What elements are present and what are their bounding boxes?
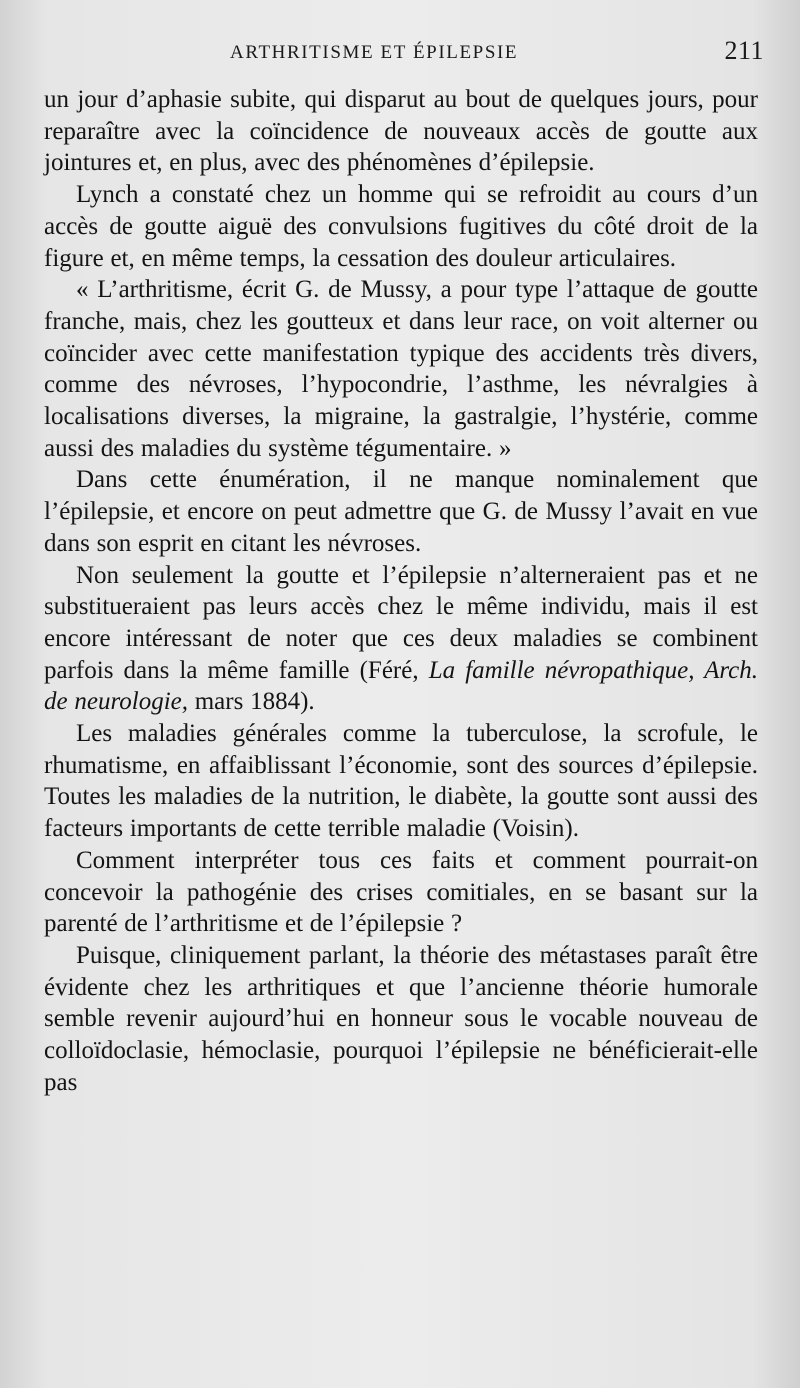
paragraph-comment-interpreter: Comment interpréter tous ces faits et comment pourrait-on concevoir la pathogénie des crises comitiales, en se basant sur la parenté de l’arthritisme et de l’épilepsie ? [44, 846, 758, 938]
paragraph-lynch: Lynch a constaté chez un homme qui se refroidit au cours d’un accès de goutte aiguë des convulsions fugitives du côté droit de la figure et, en même temps, la cessation des douleur articulaires. [44, 181, 758, 272]
paragraph-continuation: un jour d’aphasie subite, qui disparut au bout de quelques jours, pour reparaître avec la coïncidence de nouveaux accès de goutte aux jointures et, en plus, avec des phénomènes d’épilepsie. [44, 86, 758, 177]
paragraph-maladies-generales: Les maladies générales comme la tuberculose, la scrofule, le rhumatisme, en affaiblissant l’économie, sont des sources d’épilepsie. Toutes les maladies de la nutrition, le diabète, la goutte sont aussi des facteurs importants de cette terrible maladie (Voisin). [44, 720, 758, 843]
body-text [44, 84, 758, 1099]
paragraph-non-seulement-text: Non seulement la goutte et l’épilepsie n’alterneraient pas et ne substitueraient pas leurs accès chez le même individu, mais il est encore intéressant de noter que ces deux maladies se combinent parfois dans la même famille (Féré, [44, 561, 758, 684]
page-number: 211 [724, 36, 764, 65]
paragraph-puisque: Puisque, cliniquement parlant, la théorie des métastases paraît être évidente chez les arthritiques et que l’ancienne théorie humorale semble revenir aujourd’hui en honneur sous le vocable nouveau de colloïdoclasie, hémoclasie, pourquoi l’épilepsie ne bénéficierait-elle pas [44, 941, 758, 1096]
paragraph-non-seulement-end: mars 1884). [187, 688, 315, 716]
running-head [48, 36, 764, 70]
running-title: ARTHRITISME ET ÉPILEPSIE [230, 42, 519, 63]
paragraph-quote-mussy: « L’arthritisme, écrit G. de Mussy, a pour type l’attaque de goutte franche, mais, chez les goutteux et dans leur race, on voit alterner ou coïncider avec cette manifestation typique des accidents très divers, comme des névroses, l’hypocondrie, l’asthme, les névralgies à localisations diverses, la migraine, la gastralgie, l’hystérie, comme aussi des maladies du système tégumentaire. » [44, 276, 758, 462]
paragraph-non-seulement [44, 560, 758, 719]
paragraph-enumeration: Dans cette énumération, il ne manque nominalement que l’épilepsie, et encore on peut admettre que G. de Mussy l’avait en vue dans son esprit en citant les névroses. [44, 466, 758, 557]
citation-title: La famille névropathique, Arch. de neurologie, [44, 656, 758, 716]
